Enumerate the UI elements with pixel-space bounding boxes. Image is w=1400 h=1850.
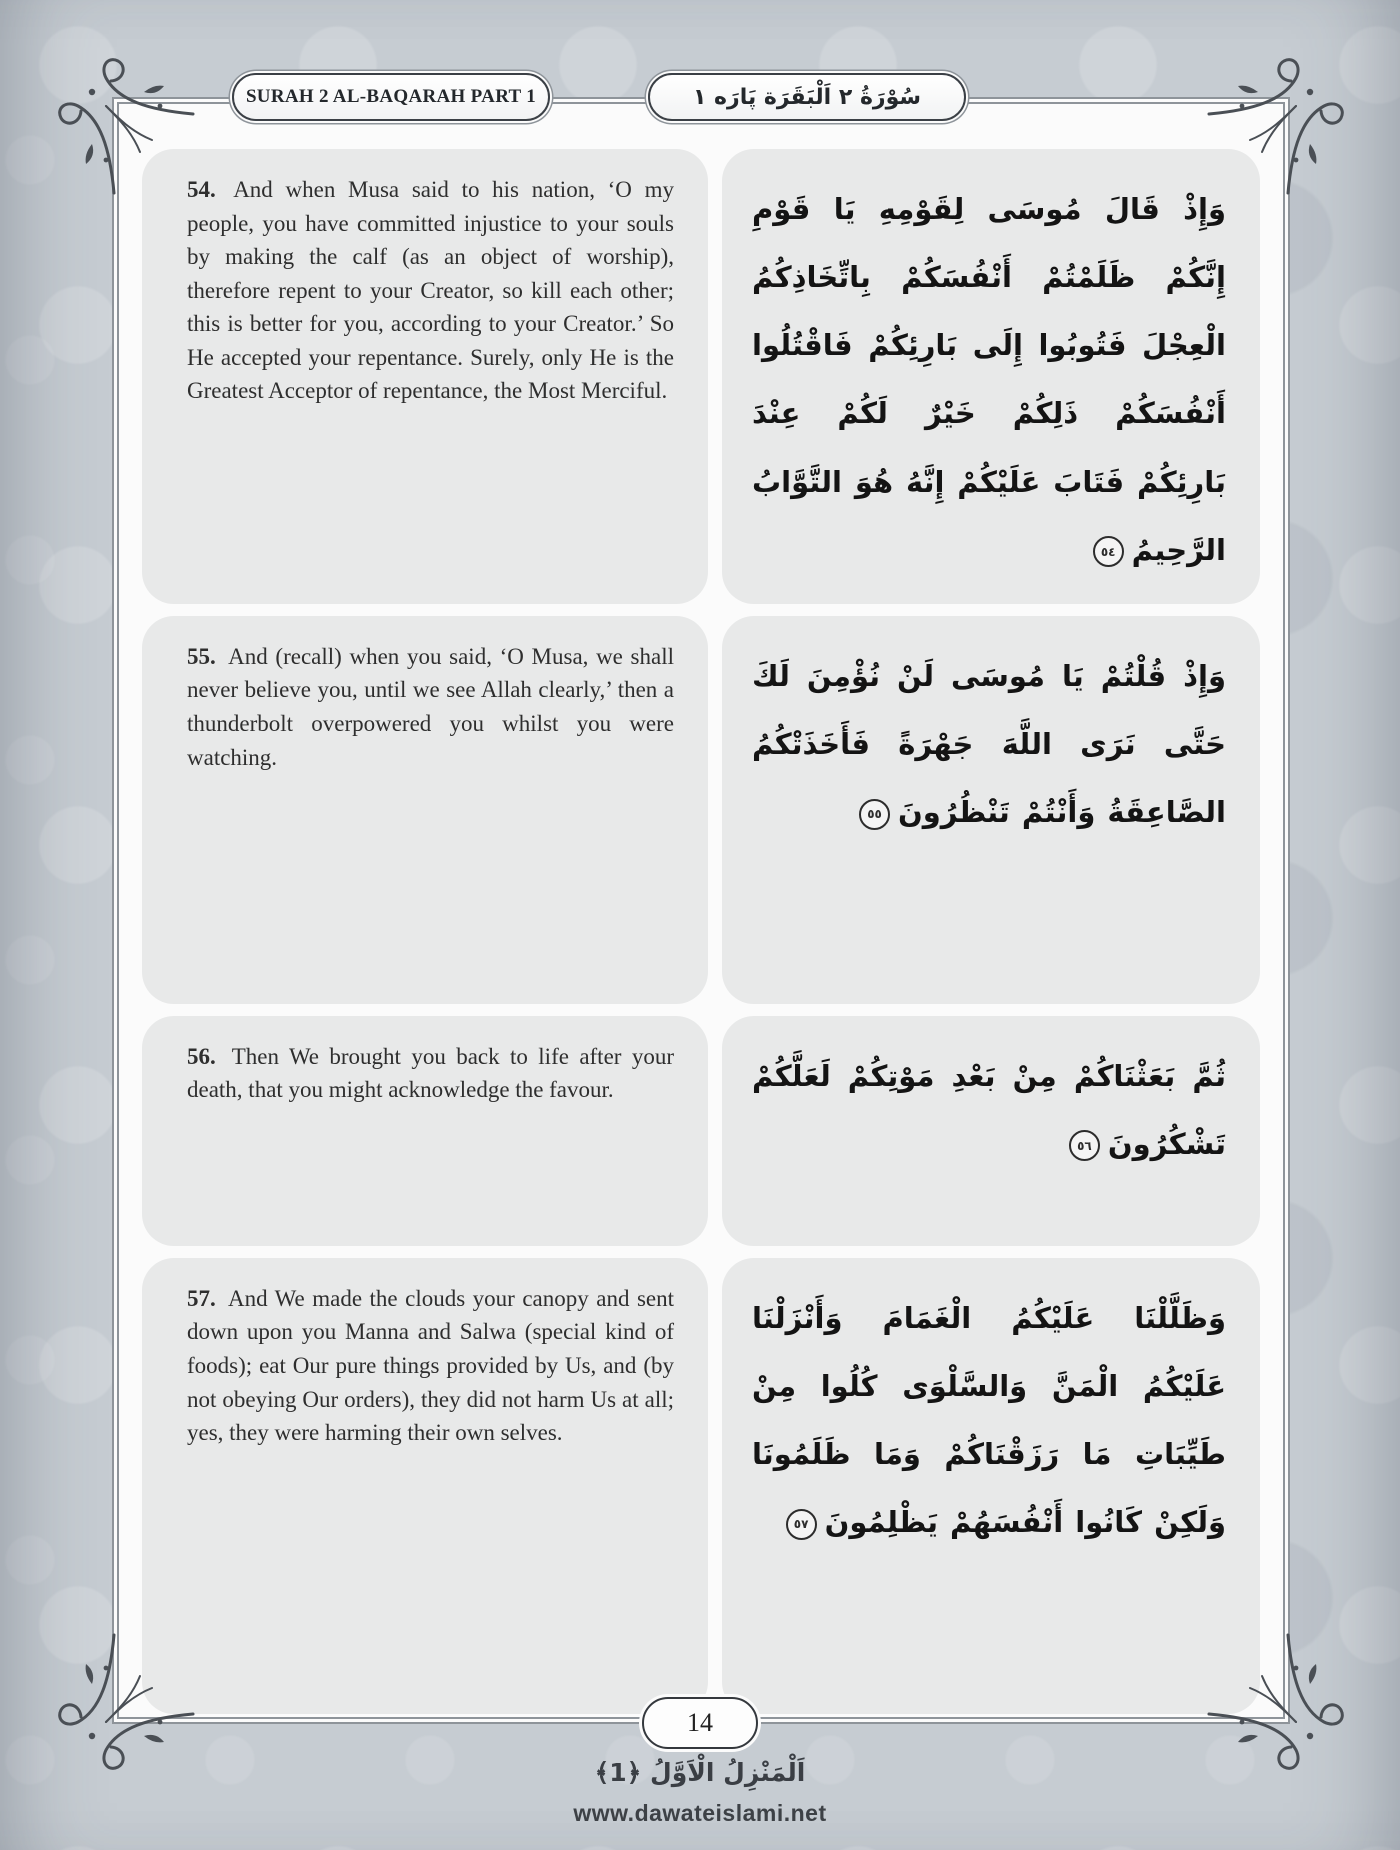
verse-54-arabic-box <box>722 149 1260 604</box>
verse-56-arabic: ثُمَّ بَعَثْنَاكُمْ مِنْ بَعْدِ مَوْتِكُمْ لَعَلَّكُمْ تَشْكُرُونَ <box>752 1058 1226 1161</box>
ayah-end-marker-54: ٥٤ <box>1093 536 1124 567</box>
verse-54-english-text <box>187 173 674 408</box>
verse-54-translation: And when Musa said to his nation, ‘O my people, you have committed injustice to your souls by making the calf (as an object of worship), therefore repent to your Creator, so kill each other; this is better for you, according to your Creator.’ So He accepted your repentance. Surely, only He is the Greatest Acceptor of repentance, the Most Merciful. <box>187 177 675 404</box>
verse-55-arabic-box <box>722 616 1260 1004</box>
verse-55-english-box <box>142 616 708 1004</box>
verse-56-arabic-box <box>722 1016 1260 1246</box>
verse-55-translation: And (recall) when you said, ‘O Musa, we shall never believe you, until we see Allah clearly,’ then a thunderbolt overpowered you whilst you were watching. <box>187 643 675 770</box>
verse-55-arabic-text <box>752 642 1226 846</box>
verse-57-translation: And We made the clouds your canopy and sent down upon you Manna and Salwa (special kind of foods); eat Our pure things provided by Us, and (by not obeying Our orders), they did not harm Us at all; yes, they were harming their own selves. <box>187 1285 675 1446</box>
verse-56-english-text <box>187 1040 674 1107</box>
page-frame <box>112 97 1290 1724</box>
verse-54-arabic-text <box>752 175 1226 584</box>
verse-55-arabic: وَإِذْ قُلْتُمْ يَا مُوسَى لَنْ نُؤْمِنَ لَكَ حَتَّى نَرَى اللَّهَ جَهْرَةً فَأَخَذَتْكُمُ الصَّاعِقَةُ وَأَنْتُمْ تَنْظُرُونَ <box>752 658 1226 830</box>
verse-57-number: 57. <box>187 1285 216 1311</box>
page-number: 14 <box>687 1708 713 1737</box>
ayah-end-marker-57: ٥٧ <box>786 1509 817 1540</box>
verse-row-54 <box>142 149 1260 604</box>
manzil-label: اَلْمَنْزِلُ الْاَوَّلُ ﴿1﴾ <box>594 1758 806 1787</box>
surah-title-banner-english <box>232 73 550 121</box>
website-url: www.dawateislami.net <box>573 1800 827 1826</box>
ayah-end-marker-55: ٥٥ <box>859 799 890 830</box>
page-sheet <box>122 107 1280 1714</box>
page-number-badge <box>642 1697 758 1749</box>
verse-56-translation: Then We brought you back to life after your death, that you might acknowledge the favour. <box>187 1043 674 1103</box>
verse-55-number: 55. <box>187 643 216 669</box>
surah-title-english: SURAH 2 AL-BAQARAH PART 1 <box>245 86 537 107</box>
verses-area <box>130 115 1272 1706</box>
verse-57-english-text <box>187 1282 674 1450</box>
verse-row-56 <box>142 1016 1260 1246</box>
verse-57-arabic: وَظَلَّلْنَا عَلَيْكُمُ الْغَمَامَ وَأَنْزَلْنَا عَلَيْكُمُ الْمَنَّ وَالسَّلْوَى كُلُوا مِنْ طَيِّبَاتِ مَا رَزَقْنَاكُمْ وَمَا ظَلَمُونَا وَلَكِنْ كَانُوا أَنْفُسَهُمْ يَظْلِمُونَ <box>752 1300 1226 1540</box>
verse-56-arabic-text <box>752 1042 1226 1178</box>
verse-55-english-text <box>187 640 674 774</box>
verse-54-number: 54. <box>187 177 216 202</box>
verse-54-english-box <box>142 149 708 604</box>
verse-row-57 <box>142 1258 1260 1714</box>
verse-56-english-box <box>142 1016 708 1246</box>
verse-56-number: 56. <box>187 1043 216 1069</box>
verse-57-arabic-text <box>752 1284 1226 1557</box>
verse-54-arabic: وَإِذْ قَالَ مُوسَى لِقَوْمِهِ يَا قَوْمِ إِنَّكُمْ ظَلَمْتُمْ أَنْفُسَكُمْ بِاتِّخَاذِكُمُ الْعِجْلَ فَتُوبُوا إِلَى بَارِئِكُمْ فَاقْتُلُوا أَنْفُسَكُمْ ذَلِكُمْ خَيْرٌ لَكُمْ عِنْدَ بَارِئِكُمْ فَتَابَ عَلَيْكُمْ إِنَّهُ هُوَ التَّوَّابُ الرَّحِيمُ <box>752 192 1226 567</box>
verse-row-55 <box>142 616 1260 1004</box>
verse-57-arabic-box <box>722 1258 1260 1714</box>
surah-title-banner-arabic <box>648 73 966 121</box>
surah-title-arabic: سُوْرَةُ ٢ اَلْبَقَرَة پَارَه ١ <box>692 84 922 110</box>
verse-57-english-box <box>142 1258 708 1714</box>
ayah-end-marker-56: ٥٦ <box>1069 1130 1100 1161</box>
